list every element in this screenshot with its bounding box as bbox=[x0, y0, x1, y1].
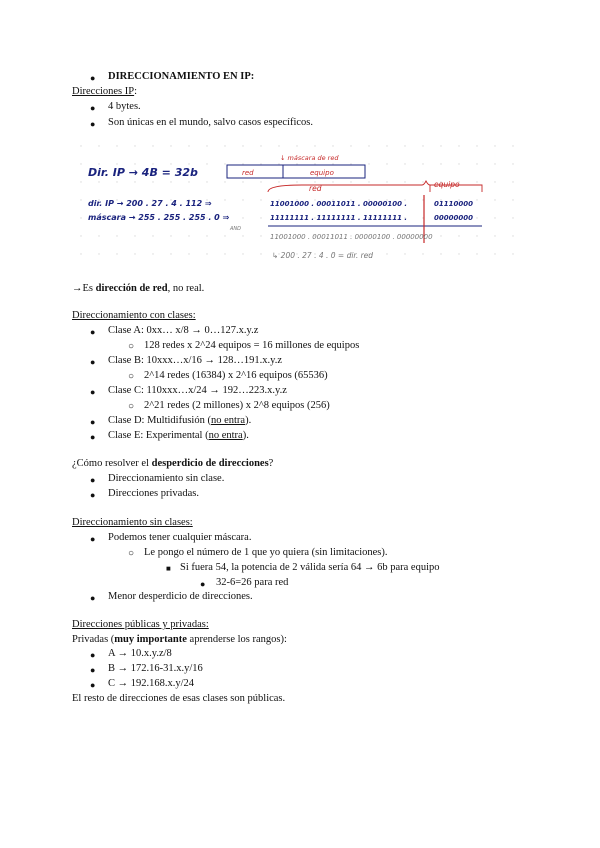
mascara-decimal: máscara → 255 . 255 . 255 . 0 ⇒ bbox=[88, 213, 230, 222]
heading-publicas-privadas: Direcciones públicas y privadas: bbox=[72, 619, 209, 630]
class-a: Clase A: 0xx… x/8 → 0…127.x.y.z bbox=[108, 325, 259, 336]
bullet: ● bbox=[90, 417, 96, 427]
question-a: ¿Cómo resolver el bbox=[72, 458, 152, 469]
bullet: ● bbox=[90, 357, 96, 367]
list-item: Podemos tener cualquier máscara. bbox=[108, 532, 252, 543]
class-c: Clase C: 110xxx…x/24 → 192…223.x.y.z bbox=[108, 385, 287, 396]
class-d-underlined: no entra bbox=[210, 415, 246, 426]
dir-ip-decimal: dir. IP → 200 . 27 . 4 . 112 ⇒ bbox=[88, 199, 212, 208]
handwritten-ip-diagram bbox=[72, 137, 528, 269]
note-bold: dirección de red bbox=[95, 283, 168, 294]
class-e-underlined: no entra bbox=[208, 430, 243, 441]
sub-bullet: ○ bbox=[128, 371, 135, 382]
mascara-bits: 11111111 . 11111111 . 11111111 . bbox=[270, 214, 408, 222]
bullet: ● bbox=[200, 579, 206, 589]
question-bold: desperdicio de direcciones bbox=[151, 458, 269, 469]
sub-sub-sub-item: 32-6=26 para red bbox=[216, 577, 289, 588]
list-item: Direcciones privadas. bbox=[108, 488, 199, 499]
list-item: Son únicas en el mundo, salvo casos específicos. bbox=[108, 117, 313, 128]
bullet: ● bbox=[90, 73, 96, 83]
class-e-text: Clase E: Experimental ( bbox=[108, 430, 209, 441]
and-label: AND bbox=[230, 226, 242, 232]
intro-c: aprenderse los rangos): bbox=[186, 634, 287, 645]
bullet: ● bbox=[90, 327, 96, 337]
sub-bullet: ○ bbox=[128, 548, 135, 559]
class-d-text: Clase D: Multidifusión ( bbox=[108, 415, 211, 426]
section-title: DIRECCIONAMIENTO EN IP: bbox=[108, 71, 255, 82]
bullet: ● bbox=[90, 432, 96, 442]
heading-con-clases: Direccionamiento con clases: bbox=[72, 310, 196, 321]
square-bullet: ■ bbox=[166, 564, 171, 573]
privadas-intro bbox=[72, 635, 287, 646]
bullet: ● bbox=[90, 665, 96, 675]
class-b: Clase B: 10xxx…x/16 → 128…191.x.y.z bbox=[108, 355, 283, 366]
waste-question bbox=[72, 459, 273, 470]
dir-ip-bits: 11001000 . 00011011 . 00000100 . bbox=[270, 200, 408, 208]
red-box-label: red bbox=[242, 169, 254, 177]
class-e bbox=[108, 431, 249, 442]
bullet: ● bbox=[90, 475, 96, 485]
heading-colon: : bbox=[134, 86, 138, 97]
mask-note: ↓ máscara de red bbox=[280, 154, 339, 162]
heading-sin-clases: Direccionamiento sin clases: bbox=[72, 517, 193, 528]
class-d bbox=[108, 416, 251, 427]
result-bits: 11001000 . 00011011 . 00000100 . 00000000 bbox=[270, 233, 433, 241]
bullet: ● bbox=[90, 490, 96, 500]
result-decimal: ↳ 200 . 27 . 4 . 0 = dir. red bbox=[272, 251, 374, 260]
mascara-host-bits: 00000000 bbox=[434, 214, 473, 222]
private-range-a: A → 10.x.y.z/8 bbox=[108, 648, 172, 659]
class-d-end: ). bbox=[245, 415, 252, 426]
heading-direcciones-ip bbox=[72, 87, 137, 98]
private-range-b: B → 172.16-31.x.y/16 bbox=[108, 663, 203, 674]
class-c-detail: 2^21 redes (2 millones) x 2^8 equipos (256) bbox=[144, 400, 330, 411]
dir-ip-size-text: Dir. IP → 4B = 32b bbox=[88, 166, 198, 179]
bullet: ● bbox=[90, 119, 96, 129]
bullet: ● bbox=[90, 650, 96, 660]
bullet: ● bbox=[90, 103, 96, 113]
red-brace-label: red bbox=[309, 184, 322, 193]
public-note: El resto de direcciones de esas clases son públicas. bbox=[72, 693, 286, 704]
intro-a: Privadas ( bbox=[72, 634, 115, 645]
sub-sub-item: Si fuera 54, la potencia de 2 válida sería 64 → 6b para equipo bbox=[180, 562, 440, 573]
private-range-c: C → 192.168.x.y/24 bbox=[108, 678, 195, 689]
list-item: Menor desperdicio de direcciones. bbox=[108, 591, 253, 602]
heading-text: Direcciones IP bbox=[72, 86, 135, 97]
question-c: ? bbox=[268, 458, 274, 469]
sub-bullet: ○ bbox=[128, 401, 135, 412]
network-address-note bbox=[72, 284, 204, 295]
list-item: 4 bytes. bbox=[108, 101, 141, 112]
sub-bullet: ○ bbox=[128, 341, 135, 352]
class-a-detail: 128 redes x 2^24 equipos = 16 millones de equipos bbox=[144, 340, 360, 351]
bullet: ● bbox=[90, 593, 96, 603]
bullet: ● bbox=[90, 387, 96, 397]
bullet: ● bbox=[90, 680, 96, 690]
list-item: Direccionamiento sin clase. bbox=[108, 473, 225, 484]
sub-item: Le pongo el número de 1 que yo quiera (sin limitaciones). bbox=[144, 547, 388, 558]
intro-bold: muy importante bbox=[114, 634, 187, 645]
note-arrow: →Es bbox=[72, 283, 96, 294]
equipo-box-label: equipo bbox=[310, 169, 334, 177]
class-e-end: ). bbox=[242, 430, 249, 441]
note-rest: , no real. bbox=[167, 283, 205, 294]
class-b-detail: 2^14 redes (16384) x 2^16 equipos (65536) bbox=[144, 370, 328, 381]
equipo-brace-label: equipo bbox=[434, 180, 460, 189]
bullet: ● bbox=[90, 534, 96, 544]
dir-ip-host-bits: 01110000 bbox=[434, 200, 473, 208]
